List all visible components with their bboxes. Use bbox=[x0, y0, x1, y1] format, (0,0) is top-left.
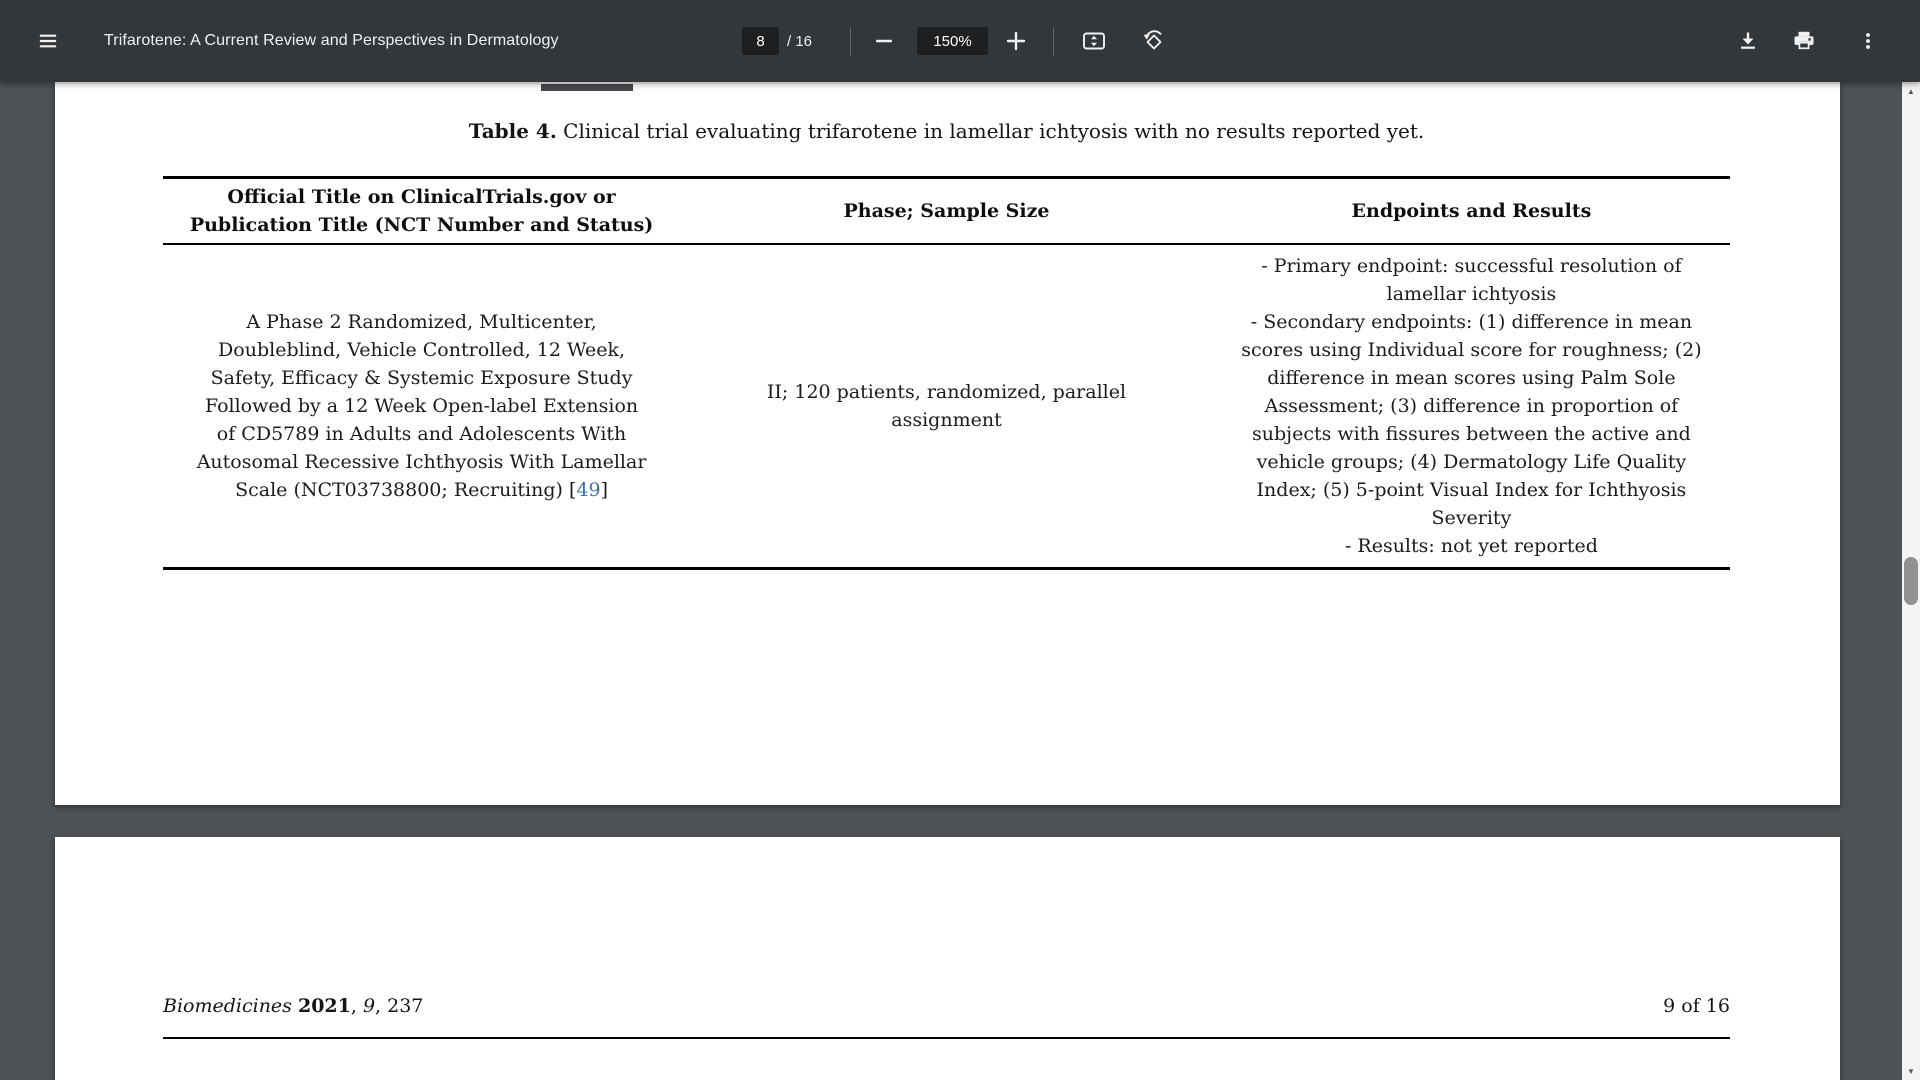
text-line: of CD5789 in Adults and Adolescents With bbox=[216, 423, 627, 445]
download-icon bbox=[1736, 29, 1760, 53]
text-line: - Results: not yet reported bbox=[1344, 535, 1598, 557]
document-title: Trifarotene: A Current Review and Perspectives in Dermatology bbox=[104, 32, 559, 49]
text-line: - Primary endpoint: successful resolution of bbox=[1261, 255, 1682, 277]
pdf-page-9 bbox=[55, 837, 1840, 1080]
rotate-counterclockwise-icon bbox=[1141, 28, 1167, 54]
print-icon bbox=[1791, 29, 1817, 53]
journal-name: Biomedicines bbox=[163, 995, 298, 1017]
journal-year: 2021 bbox=[297, 995, 351, 1017]
cell-phase-sample-size bbox=[680, 245, 1213, 567]
running-header-rule bbox=[163, 1037, 1730, 1039]
text-line: vehicle groups; (4) Dermatology Life Quality bbox=[1256, 451, 1687, 473]
text-line: Phase; Sample Size bbox=[843, 200, 1050, 222]
table-header-row bbox=[163, 179, 1730, 245]
scroll-up-button[interactable] bbox=[1902, 82, 1920, 100]
text-line: - Secondary endpoints: (1) difference in mean bbox=[1250, 311, 1693, 333]
toolbar-divider bbox=[1053, 27, 1054, 55]
toolbar-divider bbox=[850, 27, 851, 55]
text-line: subjects with fissures between the active and bbox=[1252, 423, 1691, 445]
text-line: scores using Individual score for roughness; (2) bbox=[1241, 339, 1702, 361]
zoom-level-field[interactable]: 150% bbox=[917, 27, 988, 55]
vertical-scrollbar[interactable] bbox=[1902, 82, 1920, 1080]
text-line: Endpoints and Results bbox=[1351, 200, 1592, 222]
table-row bbox=[163, 245, 1730, 570]
text-line: Doubleblind, Vehicle Controlled, 12 Week, bbox=[218, 339, 626, 361]
scroll-up-arrow-icon: ▲ bbox=[1907, 86, 1915, 96]
official-title-lines bbox=[197, 308, 647, 476]
download-button[interactable] bbox=[1736, 29, 1760, 53]
text-line: Safety, Efficacy & Systemic Exposure Study bbox=[210, 367, 633, 389]
header-phase-sample-size bbox=[680, 179, 1213, 243]
menu-button[interactable] bbox=[36, 29, 60, 53]
table-caption bbox=[163, 119, 1730, 143]
clinical-trial-table bbox=[163, 176, 1730, 570]
journal-sep: , bbox=[350, 995, 363, 1017]
text-line: II; 120 patients, randomized, parallel bbox=[766, 381, 1127, 403]
kebab-menu-icon bbox=[1857, 30, 1879, 52]
lastline-post: ] bbox=[600, 479, 609, 501]
scroll-down-button[interactable] bbox=[1902, 1062, 1920, 1080]
journal-volume: 9 bbox=[362, 995, 376, 1017]
cut-off-content-remnant bbox=[541, 84, 633, 91]
text-line: Publication Title (NCT Number and Status) bbox=[189, 214, 654, 236]
table-caption-number: Table 4. bbox=[468, 119, 557, 143]
cell-official-title bbox=[163, 245, 680, 567]
more-options-button[interactable] bbox=[1856, 29, 1880, 53]
header-official-title bbox=[163, 179, 680, 243]
text-line: lamellar ichtyosis bbox=[1386, 283, 1557, 305]
lastline-pre: Scale (NCT03738800; Recruiting) [ bbox=[235, 479, 577, 501]
citation-link-49[interactable]: 49 bbox=[576, 479, 601, 501]
table-caption-text: Clinical trial evaluating trifarotene in lamellar ichtyosis with no results reported yet. bbox=[556, 119, 1425, 143]
text-line: Autosomal Recessive Ichthyosis With Lamellar bbox=[196, 451, 647, 473]
scroll-down-arrow-icon: ▼ bbox=[1907, 1066, 1915, 1076]
text-line: Severity bbox=[1431, 507, 1512, 529]
hamburger-icon bbox=[37, 30, 59, 52]
fit-to-page-button[interactable] bbox=[1082, 29, 1106, 53]
text-line: difference in mean scores using Palm Sole bbox=[1267, 367, 1676, 389]
plus-icon bbox=[1004, 29, 1028, 53]
zoom-out-button[interactable] bbox=[872, 29, 896, 53]
text-line: assignment bbox=[891, 409, 1002, 431]
header-endpoints-results bbox=[1213, 179, 1730, 243]
text-line: Assessment; (3) difference in proportion of bbox=[1264, 395, 1679, 417]
cell-endpoints-results bbox=[1213, 245, 1730, 567]
zoom-in-button[interactable] bbox=[1004, 29, 1028, 53]
fit-to-page-icon bbox=[1081, 29, 1107, 53]
page-count-label: / 16 bbox=[787, 32, 813, 50]
running-header bbox=[163, 995, 1730, 1025]
text-line: Followed by a 12 Week Open-label Extension bbox=[204, 395, 639, 417]
official-title-lastline bbox=[235, 476, 608, 504]
pdf-toolbar bbox=[0, 0, 1920, 82]
journal-reference bbox=[163, 995, 423, 1017]
journal-pages: , 237 bbox=[375, 995, 424, 1017]
scrollbar-thumb[interactable] bbox=[1904, 557, 1918, 605]
text-line: A Phase 2 Randomized, Multicenter, bbox=[246, 311, 597, 333]
page-x-of-y-label: 9 of 16 bbox=[1663, 995, 1730, 1017]
print-button[interactable] bbox=[1792, 29, 1816, 53]
pdf-page-8 bbox=[55, 82, 1840, 805]
page-number-input[interactable] bbox=[742, 27, 779, 55]
text-line: Index; (5) 5-point Visual Index for Ichthyosis bbox=[1256, 479, 1687, 501]
text-line: Official Title on ClinicalTrials.gov or bbox=[227, 186, 616, 208]
rotate-counterclockwise-button[interactable] bbox=[1142, 29, 1166, 53]
minus-icon bbox=[872, 29, 896, 53]
